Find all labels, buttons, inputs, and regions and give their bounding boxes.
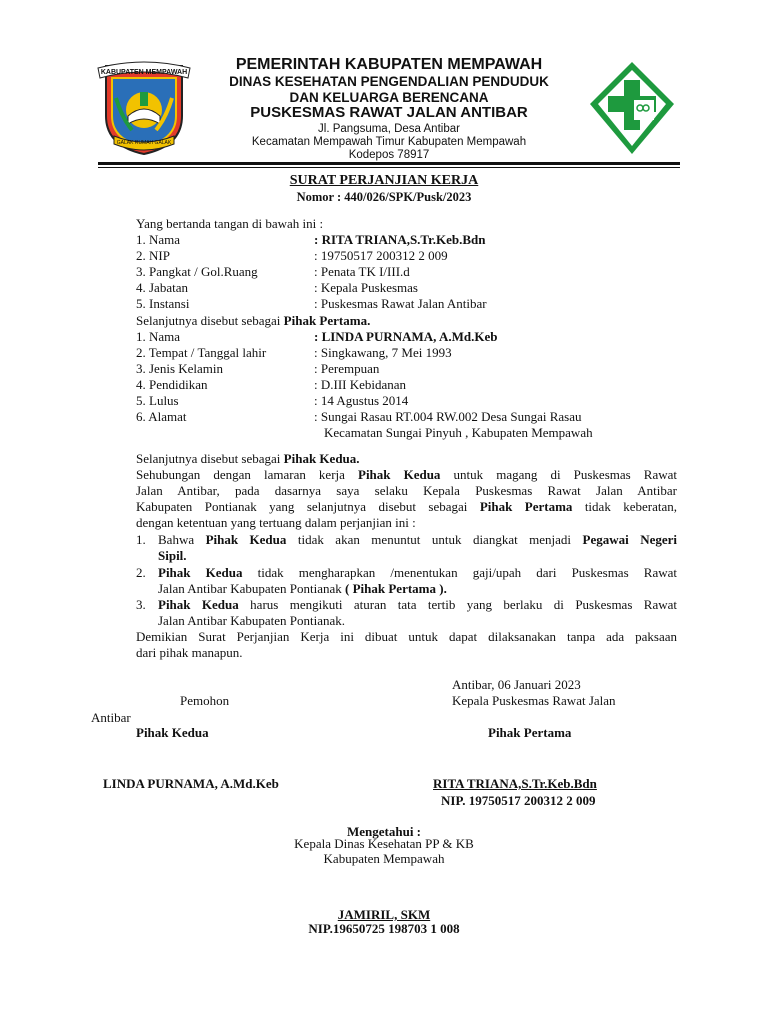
second-party-value-2: : Singkawang, 7 Mei 1993 (314, 345, 452, 360)
first-party-value-2: : 19750517 200312 2 009 (314, 248, 448, 263)
second-party-reference: Selanjutnya disebut sebagai Pihak Kedua. (136, 451, 360, 466)
letterhead-puskesmas: PUSKESMAS RAWAT JALAN ANTIBAR (250, 104, 528, 121)
second-party-label-2: 2. Tempat / Tanggal lahir (136, 345, 267, 360)
kabupaten-mempawah-crest (92, 58, 196, 158)
letterhead-rule-thick (98, 162, 680, 165)
first-party-label-2: 2. NIP (136, 248, 170, 263)
second-party-label-6: 6. Alamat (136, 409, 187, 424)
regency-name: Kabupaten Mempawah (323, 851, 445, 866)
clause-1-line-2: Sipil. (158, 548, 187, 563)
first-party-label-3: 3. Pangkat / Gol.Ruang (136, 264, 258, 279)
first-party-value-4: : Kepala Puskesmas (314, 280, 418, 295)
place-date: Antibar, 06 Januari 2023 (452, 677, 581, 692)
first-party-reference: Selanjutnya disebut sebagai Pihak Pertama. (136, 313, 371, 328)
department-head-signatory: JAMIRIL, SKM (337, 907, 431, 922)
second-party-label-3: 3. Jenis Kelamin (136, 361, 224, 376)
second-party-address-cont: Kecamatan Sungai Pinyuh , Kabupaten Mempawah (324, 425, 593, 440)
document-number: Nomor : 440/026/SPK/Pusk/2023 (296, 190, 472, 204)
clause-3-line-1: Pihak Kedua harus mengikuti aturan tata tertib yang berlaku di Puskesmas Rawat (158, 597, 678, 612)
second-party-label-5: 5. Lulus (136, 393, 179, 408)
crest-banner-text: KABUPATEN MEMPAWAH (100, 69, 188, 76)
letterhead-department: DINAS KESEHATAN PENGENDALIAN PENDUDUK (229, 74, 549, 89)
clause-1-number: 1. (136, 532, 146, 547)
letterhead-department-cont: DAN KELUARGA BERENCANA (289, 90, 489, 105)
clause-2-line-1: Pihak Kedua tidak mengharapkan /menentukan gaji/upah dari Puskesmas Rawat (158, 565, 677, 580)
body-line-2: Jalan Antibar, pada dasarnya saya selaku Kepala Puskesmas Rawat Jalan Antibar (136, 483, 677, 498)
head-title-label: Kepala Puskesmas Rawat Jalan (452, 693, 616, 708)
first-party-signatory: RITA TRIANA,S.Tr.Keb.Bdn (433, 776, 597, 791)
second-party-value-6: : Sungai Rasau RT.004 RW.002 Desa Sungai Rasau (314, 409, 582, 424)
body-line-1: Sehubungan dengan lamaran kerja Pihak Kedua untuk magang di Puskesmas Rawat (136, 467, 677, 482)
letterhead-rule-thin (98, 167, 680, 168)
first-party-value-1: : RITA TRIANA,S.Tr.Keb.Bdn (314, 232, 486, 247)
closing-line-2: dari pihak manapun. (136, 645, 243, 660)
crest-motto-text: GALAK RUMAH GALAK (116, 140, 172, 146)
first-party-label-4: 4. Jabatan (136, 280, 188, 295)
clause-1-line-1: Bahwa Pihak Kedua tidak akan menuntut untuk diangkat menjadi Pegawai Negeri (158, 532, 677, 547)
second-party-label-1: 1. Nama (136, 329, 181, 344)
letterhead-postal: Kodepos 78917 (348, 149, 430, 161)
body-line-3: Kabupaten Pontianak yang selanjutnya disebut sebagai Pihak Pertama tidak keberatan, (136, 499, 678, 514)
second-party-value-3: : Perempuan (314, 361, 380, 376)
first-party-label-5: 5. Instansi (136, 296, 190, 311)
closing-line-1: Demikian Surat Perjanjian Kerja ini dibuat untuk dapat dilaksanakan tanpa ada paksaan (136, 629, 677, 644)
second-party-label-4: 4. Pendidikan (136, 377, 208, 392)
second-party-value-1: : LINDA PURNAMA, A.Md.Keb (314, 329, 498, 344)
first-party-label-1: 1. Nama (136, 232, 181, 247)
head-title-cont: Antibar (91, 710, 131, 725)
letterhead-government: PEMERINTAH KABUPATEN MEMPAWAH (235, 56, 543, 73)
clause-3-line-2: Jalan Antibar Kabupaten Pontianak. (158, 613, 346, 628)
department-head-nip: NIP.19650725 198703 1 008 (308, 921, 460, 936)
second-party-signatory: LINDA PURNAMA, A.Md.Keb (103, 776, 279, 791)
first-party-nip: NIP. 19750517 200312 2 009 (441, 793, 596, 808)
acknowledged-label: Mengetahui : (346, 824, 422, 839)
clause-2-line-2: Jalan Antibar Kabupaten Pontianak ( Pihak Pertama ). (158, 581, 447, 596)
body-line-4: dengan ketentuan yang tertuang dalam perjanjian ini : (136, 515, 416, 530)
clause-2-number: 2. (136, 565, 146, 580)
applicant-label: Pemohon (180, 693, 230, 708)
department-head-title: Kepala Dinas Kesehatan PP & KB (294, 836, 474, 851)
clause-3-number: 3. (136, 597, 146, 612)
document-title: SURAT PERJANJIAN KERJA (289, 173, 479, 188)
puskesmas-logo (588, 60, 676, 156)
letterhead-address: Jl. Pangsuma, Desa Antibar (318, 123, 460, 135)
letterhead-district: Kecamatan Mempawah Timur Kabupaten Mempawah (251, 136, 527, 148)
second-party-value-5: : 14 Agustus 2014 (314, 393, 409, 408)
first-party-value-5: : Puskesmas Rawat Jalan Antibar (314, 296, 487, 311)
first-party-sign-label: Pihak Pertama (488, 725, 572, 740)
first-party-value-3: : Penata TK I/III.d (314, 264, 410, 279)
intro-text: Yang bertanda tangan di bawah ini : (136, 216, 324, 231)
second-party-sign-label: Pihak Kedua (136, 725, 209, 740)
second-party-value-4: : D.III Kebidanan (314, 377, 407, 392)
